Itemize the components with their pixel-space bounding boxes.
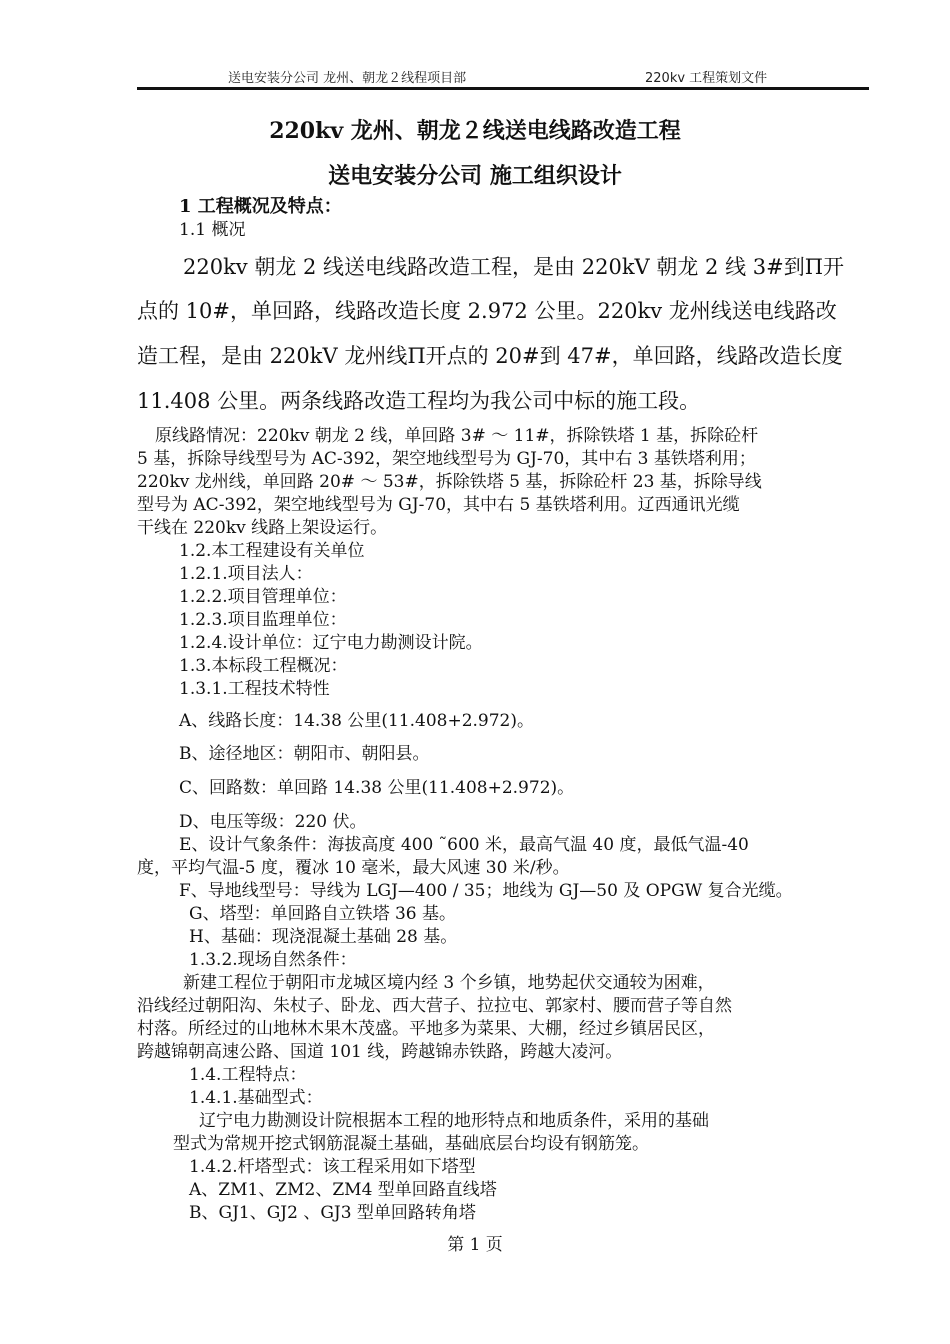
- header-rule: [137, 87, 869, 90]
- header-left: 送电安装分公司 龙州、朝龙２线程项目部: [228, 71, 467, 86]
- list-item: G、塔型：单回路自立铁塔 36 基。: [189, 904, 457, 924]
- list-item: 1.2.3.项目监理单位：: [179, 610, 347, 630]
- paragraph-line: 原线路情况：220kv 朝龙 2 线，单回路 3# ～ 11#，拆除铁塔 1 基，拆除砼杆: [155, 426, 759, 446]
- subsection-heading: 1.3.本标段工程概况：: [179, 656, 348, 676]
- list-item: 1.2.4.设计单位：辽宁电力勘测设计院。: [179, 633, 483, 653]
- paragraph-line: 干线在 220kv 线路上架设运行。: [137, 518, 388, 538]
- document-subtitle: 送电安装分公司 施工组织设计: [328, 163, 622, 189]
- list-item: 度，平均气温-5 度，覆冰 10 毫米，最大风速 30 米/秒。: [137, 858, 570, 878]
- list-item: E、设计气象条件：海拔高度 400 ˜600 米，最高气温 40 度，最低气温-40: [179, 835, 749, 855]
- list-item: A、线路长度：14.38 公里(11.408+2.972)。: [179, 711, 535, 731]
- paragraph-line: 型号为 AC-392，架空地线型号为 GJ-70，其中右 5 基铁塔利用。辽西通讯光缆: [137, 495, 740, 515]
- subsection-heading: 1.1 概况: [179, 220, 246, 240]
- paragraph-line: 220kv 龙州线，单回路 20# ～ 53#，拆除铁塔 5 基，拆除砼杆 23 基，拆除导线: [137, 472, 762, 492]
- paragraph-line: 新建工程位于朝阳市龙城区境内经 3 个乡镇，地势起伏交通较为困难，: [183, 973, 715, 993]
- list-item: B、GJ1、GJ2 、GJ3 型单回路转角塔: [189, 1203, 476, 1223]
- header-right: 220kv 工程策划文件: [645, 71, 768, 86]
- paragraph-line: 5 基，拆除导线型号为 AC-392，架空地线型号为 GJ-70，其中右 3 基铁塔利用；: [137, 449, 756, 469]
- subsection-heading: 1.3.2.现场自然条件：: [189, 950, 357, 970]
- section-heading: 1 工程概况及特点：: [179, 196, 342, 217]
- paragraph-line: 跨越锦朝高速公路、国道 101 线，跨越锦赤铁路，跨越大凌河。: [137, 1042, 623, 1062]
- document-title: 220kv 龙州、朝龙２线送电线路改造工程: [269, 118, 681, 144]
- list-item: D、电压等级：220 伏。: [179, 812, 367, 832]
- list-item: H、基础：现浇混凝土基础 28 基。: [189, 927, 458, 947]
- paragraph-line: 沿线经过朝阳沟、朱杖子、卧龙、西大营子、拉拉屯、郭家村、腰而营子等自然: [137, 996, 732, 1016]
- paragraph-line: 造工程，是由 220kV 龙州线Π开点的 20#到 47#，单回路，线路改造长度: [137, 344, 843, 368]
- list-item: A、ZM1、ZM2、ZM4 型单回路直线塔: [189, 1180, 497, 1200]
- paragraph-line: 型式为常规开挖式钢筋混凝土基础，基础底层台均设有钢筋笼。: [173, 1134, 649, 1154]
- list-item: B、途径地区：朝阳市、朝阳县。: [179, 744, 430, 764]
- list-item: C、回路数：单回路 14.38 公里(11.408+2.972)。: [179, 778, 575, 798]
- list-item: 1.2.2.项目管理单位：: [179, 587, 347, 607]
- subsection-heading: 1.2.本工程建设有关单位: [179, 541, 365, 561]
- list-item: 1.2.1.项目法人：: [179, 564, 313, 584]
- subsection-heading: 1.4.2.杆塔型式：该工程采用如下塔型: [189, 1157, 476, 1177]
- page-number: 第 1 页: [447, 1235, 503, 1255]
- paragraph-line: 点的 10#，单回路，线路改造长度 2.972 公里。220kv 龙州线送电线路改: [137, 299, 837, 323]
- subsection-heading: 1.4.1.基础型式：: [189, 1088, 323, 1108]
- paragraph-line: 辽宁电力勘测设计院根据本工程的地形特点和地质条件，采用的基础: [199, 1111, 709, 1131]
- paragraph-line: 11.408 公里。两条线路改造工程均为我公司中标的施工段。: [137, 389, 701, 413]
- paragraph-line: 村落。所经过的山地林木果木茂盛。平地多为菜果、大棚，经过乡镇居民区，: [137, 1019, 715, 1039]
- paragraph-line: 220kv 朝龙 2 线送电线路改造工程，是由 220kV 朝龙 2 线 3#到Π开: [183, 255, 845, 279]
- subsection-heading: 1.4.工程特点：: [189, 1065, 307, 1085]
- subsection-heading: 1.3.1.工程技术特性: [179, 679, 330, 699]
- list-item: F、导地线型号：导线为 LGJ—400 / 35；地线为 GJ—50 及 OPGW 复合光缆。: [179, 881, 793, 901]
